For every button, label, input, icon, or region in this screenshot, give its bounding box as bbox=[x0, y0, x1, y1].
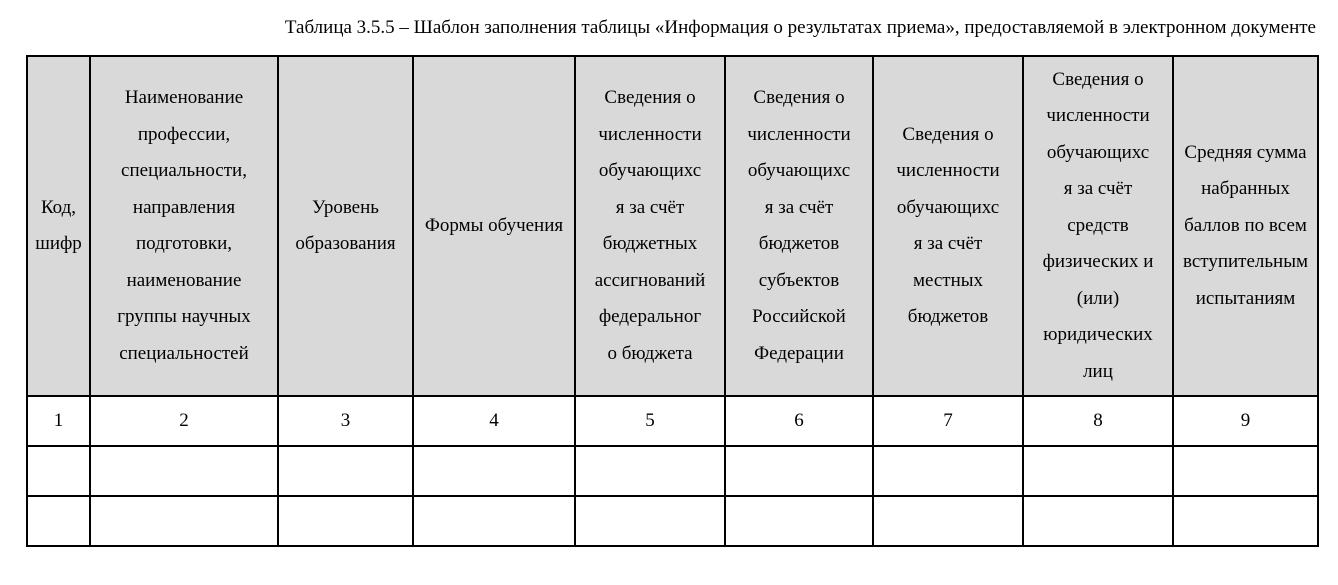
column-number-cell: 5 bbox=[575, 396, 725, 446]
empty-cell bbox=[1173, 446, 1318, 496]
column-number-cell: 4 bbox=[413, 396, 575, 446]
empty-cell bbox=[1023, 496, 1173, 546]
empty-cell bbox=[278, 496, 413, 546]
header-cell-name: Наименование профессии, специальности, направления подготовки, наименование группы научных специальностей bbox=[90, 56, 278, 396]
column-number-cell: 3 bbox=[278, 396, 413, 446]
empty-cell bbox=[413, 446, 575, 496]
empty-cell bbox=[90, 496, 278, 546]
empty-cell bbox=[725, 496, 873, 546]
empty-cell bbox=[725, 446, 873, 496]
column-number-cell: 2 bbox=[90, 396, 278, 446]
empty-cell bbox=[27, 496, 90, 546]
empty-cell bbox=[575, 496, 725, 546]
empty-data-row bbox=[27, 446, 1318, 496]
header-cell-paid-contracts: Сведения о численности обучающихс я за счёт средств физических и (или) юридических лиц bbox=[1023, 56, 1173, 396]
empty-cell bbox=[873, 496, 1023, 546]
empty-cell bbox=[413, 496, 575, 546]
column-number-cell: 8 bbox=[1023, 396, 1173, 446]
column-number-cell: 9 bbox=[1173, 396, 1318, 446]
column-number-row bbox=[27, 396, 1318, 446]
header-cell-education-level: Уровень образования bbox=[278, 56, 413, 396]
header-cell-local-budget: Сведения о численности обучающихс я за счёт местных бюджетов bbox=[873, 56, 1023, 396]
empty-data-row bbox=[27, 496, 1318, 546]
empty-cell bbox=[1023, 446, 1173, 496]
header-cell-regional-budget: Сведения о численности обучающихс я за счёт бюджетов субъектов Российской Федерации bbox=[725, 56, 873, 396]
header-cell-federal-budget: Сведения о численности обучающихс я за счёт бюджетных ассигнований федеральног о бюджета bbox=[575, 56, 725, 396]
header-cell-code: Код, шифр bbox=[27, 56, 90, 396]
column-number-cell: 7 bbox=[873, 396, 1023, 446]
table-caption: Таблица 3.5.5 – Шаблон заполнения таблицы «Информация о результатах приема», предоставляемой в электронном документе bbox=[284, 17, 1316, 38]
empty-cell bbox=[1173, 496, 1318, 546]
column-number-cell: 1 bbox=[27, 396, 90, 446]
empty-cell bbox=[27, 446, 90, 496]
header-cell-average-score: Средняя сумма набранных баллов по всем вступительным испытаниям bbox=[1173, 56, 1318, 396]
empty-cell bbox=[90, 446, 278, 496]
empty-cell bbox=[575, 446, 725, 496]
header-row bbox=[27, 56, 1318, 396]
column-number-cell: 6 bbox=[725, 396, 873, 446]
admission-results-template-table bbox=[26, 55, 1319, 547]
empty-cell bbox=[278, 446, 413, 496]
empty-cell bbox=[873, 446, 1023, 496]
header-cell-study-forms: Формы обучения bbox=[413, 56, 575, 396]
